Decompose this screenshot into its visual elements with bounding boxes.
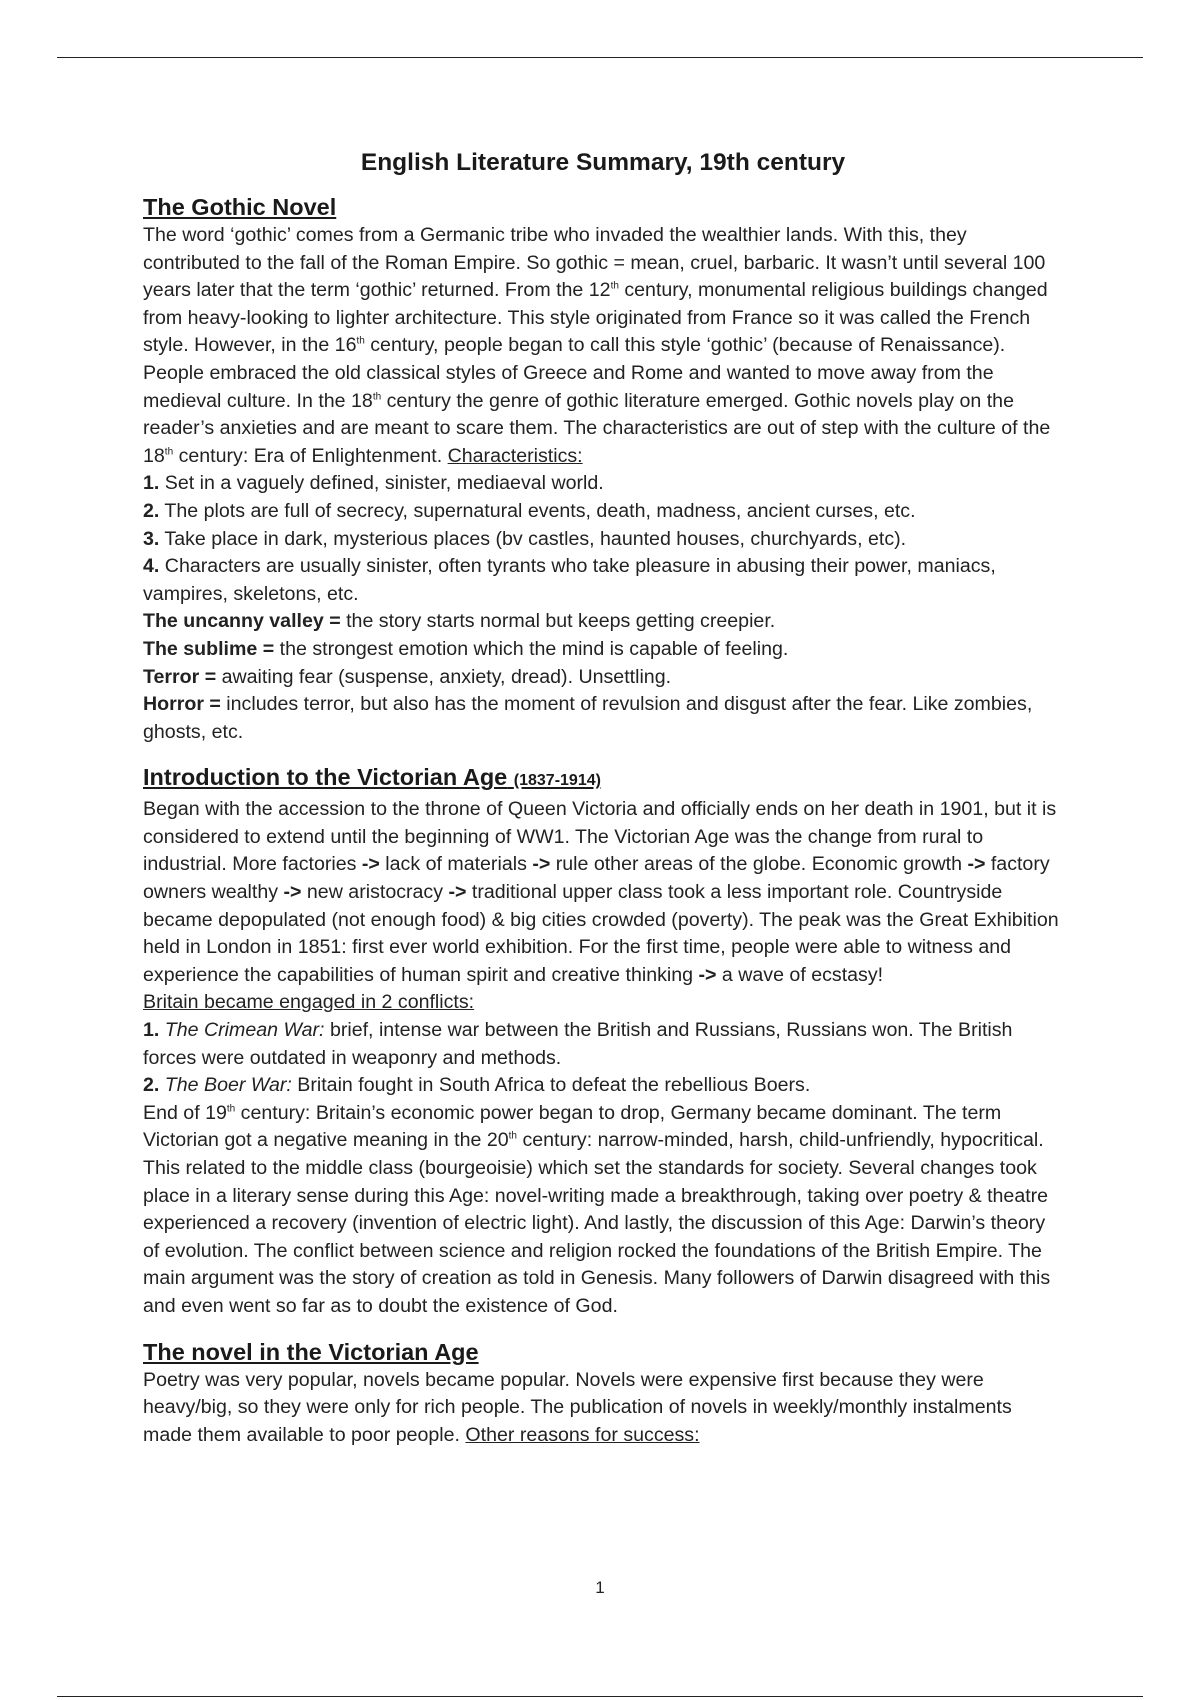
term-definition: The sublime = the strongest emotion which the mind is capable of feeling. xyxy=(143,637,789,660)
characteristics-label: Characteristics: xyxy=(447,444,583,467)
victorian-closing-paragraph: End of 19th century: Britain’s economic power began to drop, Germany became dominant. The term Victorian got a negative meaning in the 20th century: narrow-minded, harsh, child-unfriendly, hypocritical. This related to the middle class (bourgeoisie) which set the standards for society. Several changes took place in a literary sense during this Age: novel-writing made a breakthrough, taking over poetry & theatre experienced a recovery (invention of electric light). And lastly, the discussion of this Age: Darwin’s theory of evolution. The conflict between science and religion rocked the foundations of the British Empire. The main argument was the story of creation as told in Genesis. Many followers of Darwin disagreed with this and even went so far as to doubt the existence of God. xyxy=(143,1101,1051,1317)
characteristic-item: 4. Characters are usually sinister, often tyrants who take pleasure in abusing their power, maniacs, vampires, skeletons, etc. xyxy=(143,555,996,605)
term-definition: The uncanny valley = the story starts normal but keeps getting creepier. xyxy=(143,610,776,633)
characteristic-item: 3. Take place in dark, mysterious places (bv castles, haunted houses, churchyards, etc). xyxy=(143,527,907,550)
gothic-intro-paragraph: The word ‘gothic’ comes from a Germanic tribe who invaded the wealthier lands. With this, they contributed to the fall of the Roman Empire. So gothic = mean, cruel, barbaric. It wasn’t until several 100 years later that the term ‘gothic’ returned. From the 12th century, monumental religious buildings changed from heavy-looking to lighter architecture. This style originated from France so it was called the French style. However, in the 16th century, people began to call this style ‘gothic’ (because of Renaissance). People embraced the old classical styles of Greece and Rome and wanted to move away from the medieval culture. In the 18th century the genre of gothic literature emerged. Gothic novels play on the reader’s anxieties and are meant to scare them. The characteristics are out of step with the culture of the 18th century: Era of Enlightenment. Characteristics: xyxy=(143,224,1051,467)
document-body xyxy=(143,140,1063,1449)
document-title: English Literature Summary, 19th century xyxy=(360,149,846,176)
victorian-intro-paragraph: Began with the accession to the throne of Queen Victoria and officially ends on her death in 1901, but it is considered to extend until the beginning of WW1. The Victorian Age was the change from rural to industrial. More factories -> lack of materials -> rule other areas of the globe. Economic growth -> factory owners wealthy -> new aristocracy -> traditional upper class took a less important role. Countryside became depopulated (not enough food) & big cities crowded (poverty). The peak was the Great Exhibition held in London in 1851: first ever world exhibition. For the first time, people were able to witness and experience the capabilities of human spirit and creative thinking -> a wave of ecstasy! xyxy=(143,798,1059,986)
other-reasons-label: Other reasons for success: xyxy=(465,1423,700,1446)
section-heading-gothic: The Gothic Novel xyxy=(143,194,337,220)
characteristic-item: 1. Set in a vaguely defined, sinister, mediaeval world. xyxy=(143,472,604,495)
term-definition: Horror = includes terror, but also has the moment of revulsion and disgust after the fear. Like zombies, ghosts, etc. xyxy=(143,693,1033,743)
section-heading-victorian: Introduction to the Victorian Age (1837-1914) xyxy=(143,764,601,791)
conflict-item: 1. The Crimean War: brief, intense war between the British and Russians, Russians won. The British forces were outdated in weaponry and methods. xyxy=(143,1019,1013,1069)
section-heading-novel: The novel in the Victorian Age xyxy=(143,1338,479,1365)
term-definition: Terror = awaiting fear (suspense, anxiety, dread). Unsettling. xyxy=(143,665,672,688)
header-rule xyxy=(57,57,1143,58)
conflicts-label: Britain became engaged in 2 conflicts: xyxy=(143,991,475,1014)
footer-rule xyxy=(57,1696,1143,1697)
victorian-years: (1837-1914) xyxy=(513,772,601,790)
characteristic-item: 2. The plots are full of secrecy, supernatural events, death, madness, ancient curses, etc. xyxy=(143,499,916,522)
novel-paragraph: Poetry was very popular, novels became popular. Novels were expensive first because they were heavy/big, so they were only for rich people. The publication of novels in weekly/monthly instalments made them available to poor people. Other reasons for success: xyxy=(143,1368,1012,1446)
conflict-item: 2. The Boer War: Britain fought in South Africa to defeat the rebellious Boers. xyxy=(143,1074,811,1097)
page-number: 1 xyxy=(595,1578,605,1597)
